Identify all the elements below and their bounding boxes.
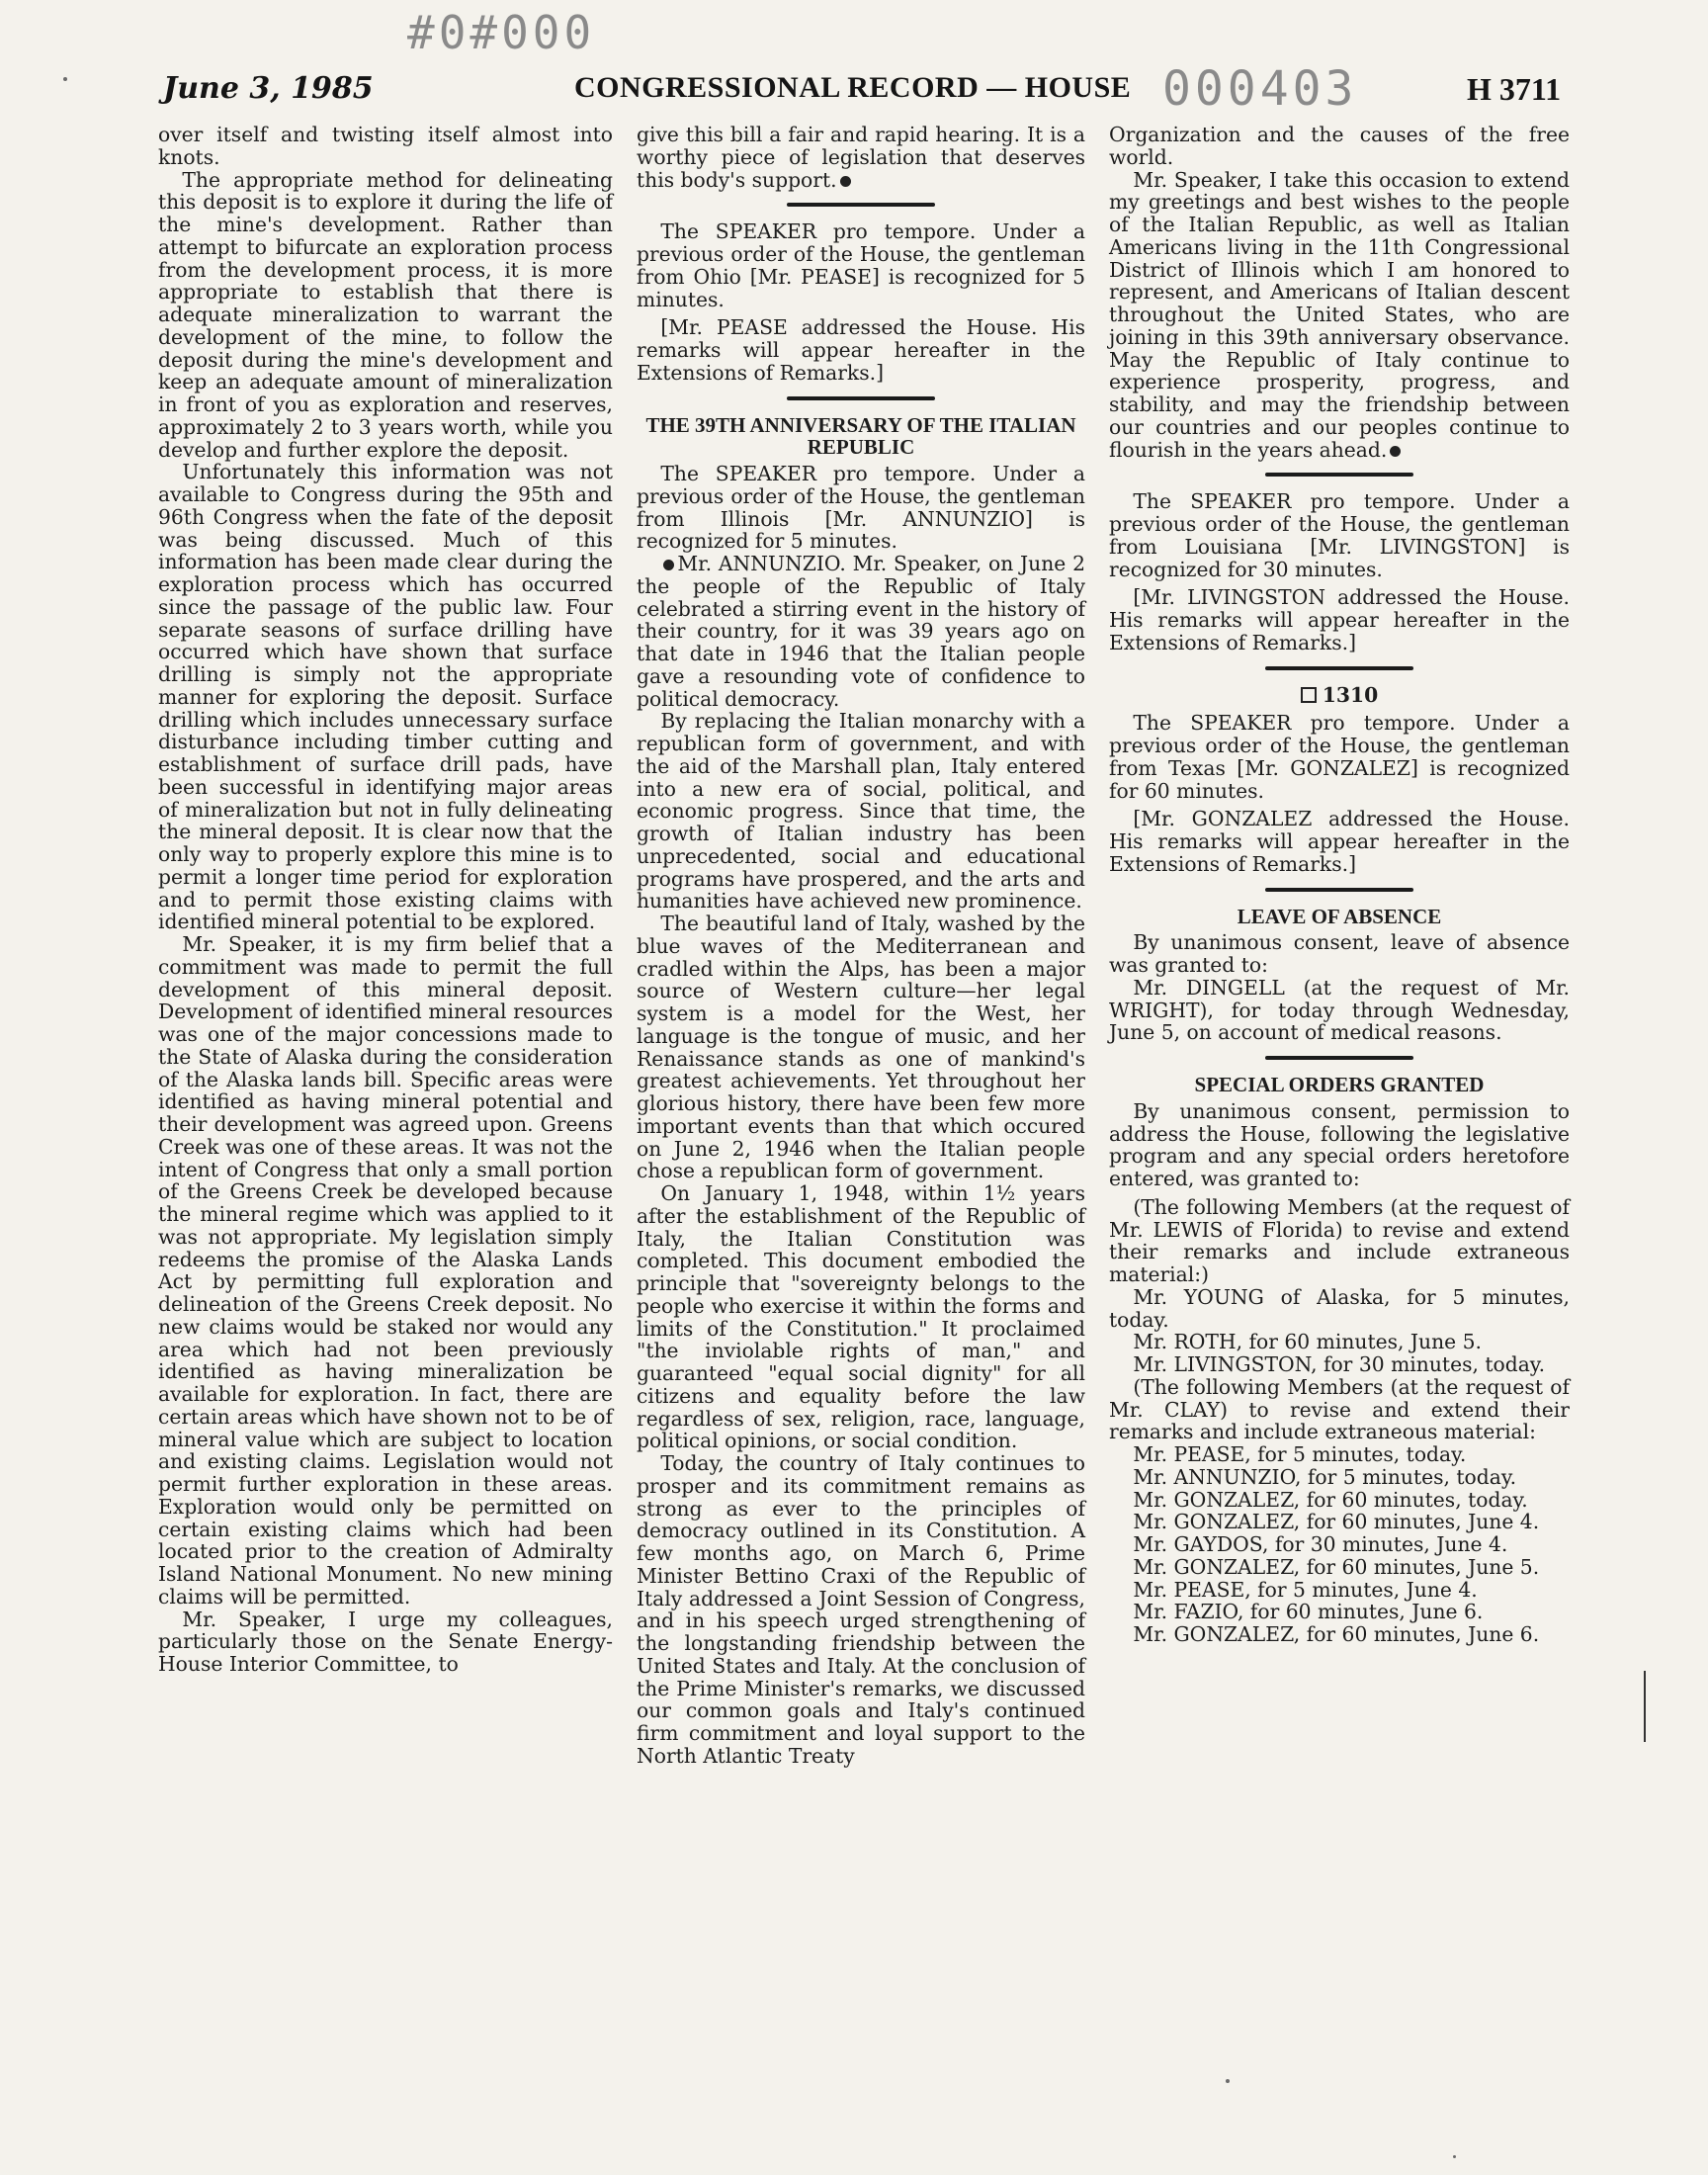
list-item: Mr. GAYDOS, for 30 minutes, June 4.: [1133, 1532, 1508, 1556]
paragraph: [Mr. LIVINGSTON addressed the House. His remarks will appear hereafter in the Extensions of Remarks.]: [1109, 585, 1570, 654]
list-item: Mr. LIVINGSTON, for 30 minutes, today.: [1133, 1352, 1546, 1376]
paragraph: Mr. Speaker, it is my firm belief that a commitment was made to permit the full development of this mineral deposit. Development of identified mineral resources was one of the major concessions made to the State of Alaska during the consideration of the Alaska lands bill. Specific areas were identified as having mineral potential and their development was agreed upon. Greens Creek was one of these areas. It was not the intent of Congress that only a small portion of the Greens Creek be developed because the mineral regime which was applied to it was not appropriate. My legislation simply redeems the promise of the Alaska Lands Act by permitting full exploration and delineation of the Greens Creek deposit. No new claims would be staked nor would any area which had not been previously identified as having mineralization be available for exploration. In fact, there are certain areas which have shown not to be of mineral value which are subject to location and existing claims. Legislation would not permit further exploration in these areas. Exploration would only be permitted on certain existing claims which had been located prior to the creation of Admiralty Island National Monument. No new mining claims will be permitted.: [158, 932, 613, 1609]
time-marker: [1109, 684, 1570, 707]
scan-speck: [1226, 2079, 1230, 2083]
paragraph: [637, 553, 1085, 710]
header-date: June 3, 1985: [163, 71, 374, 106]
section-heading: LEAVE OF ABSENCE: [1237, 904, 1442, 928]
paragraph: over itself and twisting itself almost into knots.: [158, 123, 613, 169]
list-item: Mr. GONZALEZ, for 60 minutes, today.: [1133, 1487, 1528, 1512]
bullet-dot-icon: [663, 560, 674, 570]
paragraph: The SPEAKER pro tempore. Under a previous order of the House, the gentleman from Illinois [Mr. ANNUNZIO] is recognized for 5 minutes.: [637, 462, 1085, 554]
paragraph: [1109, 169, 1570, 462]
list-item: Mr. YOUNG of Alaska, for 5 minutes, today.: [1109, 1284, 1570, 1332]
paragraph-text: give this bill a fair and rapid hearing. It is a worthy piece of legislation that deserves this body's support.: [637, 123, 1085, 192]
paragraph: The SPEAKER pro tempore. Under a previous order of the House, the gentleman from Ohio [Mr. PEASE] is recognized for 5 minutes.: [637, 219, 1085, 311]
paragraph: Mr. DINGELL (at the request of Mr. WRIGHT), for today through Wednesday, June 5, on account of medical reasons.: [1109, 975, 1570, 1045]
section-rule: [1265, 473, 1413, 477]
section-rule: [1265, 888, 1413, 892]
list-item: Mr. ROTH, for 60 minutes, June 5.: [1133, 1330, 1482, 1354]
page-stamp-number: 000403: [1162, 61, 1358, 117]
scan-speck: [63, 77, 67, 81]
paragraph: Mr. Speaker, I urge my colleagues, particularly those on the Senate Energy-House Interior Committee, to: [158, 1607, 613, 1676]
paragraph: The SPEAKER pro tempore. Under a previous order of the House, the gentleman from Texas [Mr. GONZALEZ] is recognized for 60 minutes.: [1109, 711, 1570, 803]
paragraph: [Mr. GONZALEZ addressed the House. His remarks will appear hereafter in the Extensions of Remarks.]: [1109, 807, 1570, 876]
margin-mark: [1644, 1671, 1646, 1742]
time-marker-text: 1310: [1322, 682, 1379, 707]
section-rule: [1265, 666, 1413, 670]
column-left: [158, 124, 613, 1676]
scan-speck: [1453, 2155, 1456, 2158]
square-box-icon: [1301, 687, 1317, 703]
list-item: Mr. GONZALEZ, for 60 minutes, June 4.: [1133, 1510, 1540, 1534]
header-page-number: H 3711: [1467, 71, 1562, 107]
paragraph: Unfortunately this information was not available to Congress during the 95th and 96th Congress when the fate of the deposit was being discussed. Much of this information has been made clear during the exploration process which has occurred since the passage of the public law. Four separate seasons of surface drilling have occurred which have shown that surface drilling is simply not the appropriate manner for exploring the deposit. Surface drilling which includes unnecessary surface disturbance including timber cutting and establishment of surface drill pads, have been successful in identifying major areas of mineralization but not in fully delineating the mineral deposit. It is clear now that the only way to properly explore this mine is to permit a longer time period for exploration and to permit those existing claims with identified mineral potential to be explored.: [158, 460, 613, 934]
paragraph: The beautiful land of Italy, washed by the blue waves of the Mediterranean and cradled within the Alps, has been a major source of Western culture—her legal system is a model for the West, her language is the tongue of music, and her Renaissance stands as one of mankind's greatest achievements. Yet throughout her glorious history, there have been few more important events than that which occured on June 2, 1946 when the Italian people chose a republican form of government.: [637, 912, 1085, 1183]
archive-stamp-number: #0#000: [407, 6, 596, 59]
section-rule: [1265, 1056, 1413, 1060]
list-item: Mr. PEASE, for 5 minutes, June 4.: [1133, 1577, 1478, 1602]
paragraph: [637, 124, 1085, 191]
column-middle: [637, 124, 1085, 1768]
section-rule: [787, 203, 935, 207]
paragraph-text: Mr. Speaker, I take this occasion to extend my greetings and best wishes to the people of the Italian Republic, as well as Italian Americans living in the 11th Congressional District of Illinois which I am honored to represent, and Americans of Italian descent throughout the United States, who are joining in this 39th anniversary observance. May the Republic of Italy continue to experience prosperity, progress, and stability, and may the friendship between our countries and our peoples continue to flourish in the years ahead.: [1109, 167, 1570, 462]
list-item: Mr. GONZALEZ, for 60 minutes, June 6.: [1133, 1622, 1540, 1646]
paragraph: (The following Members (at the request of Mr. CLAY) to revise and extend their remarks and include extraneous material:: [1109, 1374, 1570, 1444]
paragraph: [Mr. PEASE addressed the House. His remarks will appear hereafter in the Extensions of Remarks.]: [637, 315, 1085, 385]
paragraph: Organization and the causes of the free world.: [1109, 123, 1570, 169]
list-item: Mr. FAZIO, for 60 minutes, June 6.: [1133, 1600, 1484, 1624]
list-item: Mr. GONZALEZ, for 60 minutes, June 5.: [1133, 1554, 1540, 1579]
paragraph: By replacing the Italian monarchy with a republican form of government, and with the aid of the Marshall plan, Italy entered into a new era of social, political, and economic progress. Since that time, the growth of Italian industry has been unprecedented, social and educational programs have prospered, and the arts and humanities have achieved new prominence.: [637, 709, 1085, 914]
section-heading: THE 39TH ANNIVERSARY OF THE ITALIAN REPUBLIC: [645, 412, 1076, 460]
bullet-dot-icon: [840, 176, 851, 187]
column-right: [1109, 124, 1570, 1646]
section-heading: SPECIAL ORDERS GRANTED: [1194, 1073, 1485, 1096]
paragraph: The SPEAKER pro tempore. Under a previous order of the House, the gentleman from Louisiana [Mr. LIVINGSTON] is recognized for 30 minutes.: [1109, 489, 1570, 581]
bullet-dot-icon: [1390, 446, 1401, 457]
paragraph: (The following Members (at the request of Mr. LEWIS of Florida) to revise and extend their remarks and include extraneous material:): [1109, 1194, 1570, 1286]
paragraph: By unanimous consent, leave of absence was granted to:: [1109, 930, 1570, 977]
section-rule: [787, 396, 935, 400]
list-item: Mr. ANNUNZIO, for 5 minutes, today.: [1133, 1464, 1517, 1489]
paragraph: The appropriate method for delineating this deposit is to explore it during the life of the mine's development. Rather than attempt to bifurcate an exploration process from the development process, it is more appropriate to establish that there is adequate mineralization to warrant the development of the mine, to follow the deposit during the mine's development and keep an adequate amount of mineralization in front of you as exploration and reserves, approximately 2 to 3 years worth, while you develop and further explore the deposit.: [158, 167, 613, 462]
header-title: CONGRESSIONAL RECORD — HOUSE: [574, 71, 1132, 104]
list-item: Mr. PEASE, for 5 minutes, today.: [1133, 1442, 1467, 1466]
paragraph: Today, the country of Italy continues to prosper and its commitment remains as strong as ever to the principles of democracy outlined in its Constitution. A few months ago, on March 6, Prime Minister Bettino Craxi of the Republic of Italy addressed a Joint Session of Congress, and in his speech urged strengthening of the longstanding friendship between the United States and Italy. At the conclusion of the Prime Minister's remarks, we discussed our common goals and Italy's continued firm commitment and loyal support to the North Atlantic Treaty: [637, 1451, 1085, 1768]
paragraph-text: Mr. ANNUNZIO. Mr. Speaker, on June 2 the people of the Republic of Italy celebrated a stirring event in the history of their country, for it was 39 years ago on that date in 1946 that the Italian people gave a resounding vote of confidence to political democracy.: [637, 552, 1085, 711]
paragraph: By unanimous consent, permission to address the House, following the legislative program and any special orders heretofore entered, was granted to:: [1109, 1098, 1570, 1190]
paragraph: On January 1, 1948, within 1½ years after the establishment of the Republic of Italy, the Italian Constitution was completed. This document embodied the principle that "sovereignty belongs to the people who exercise it within the forms and limits of the Constitution." It proclaimed "the inviolable rights of man," and guaranteed "equal social dignity" for all citizens and equality before the law regardless of sex, religion, race, language, political opinions, or social condition.: [637, 1181, 1085, 1453]
